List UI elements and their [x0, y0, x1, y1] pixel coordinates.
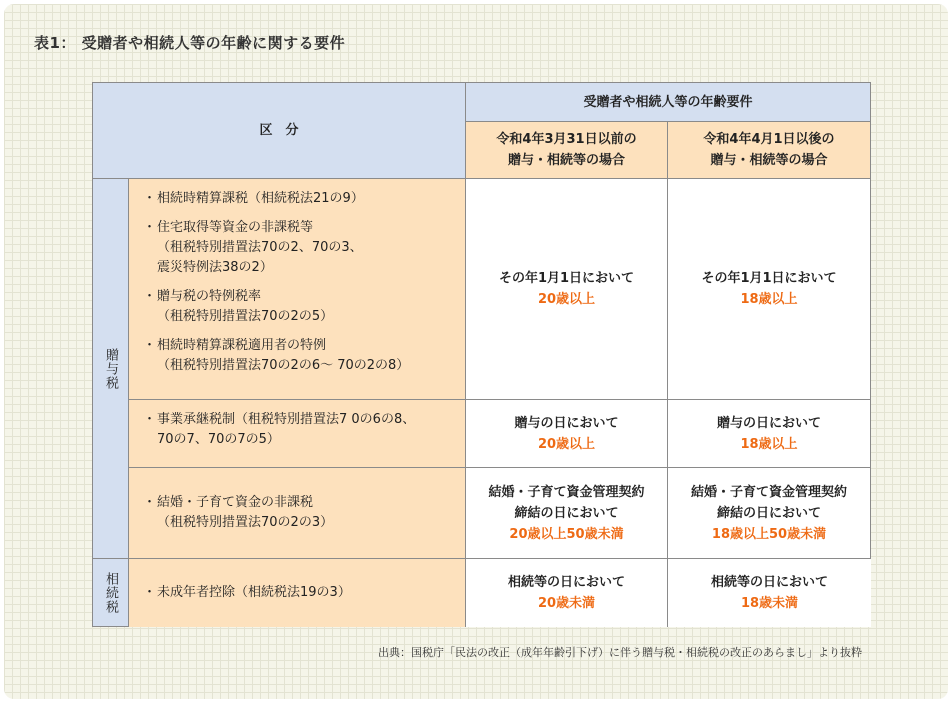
- age-requirement: 20歳以上50歳未満: [509, 526, 624, 542]
- header-kubun: [93, 83, 466, 179]
- list-item: [143, 493, 453, 533]
- source-note: 出典：国税庁「民法の改正（成年年齢引下げ）に伴う贈与税・相続税の改正のあらまし」より抜粋: [378, 646, 862, 659]
- header-after-line1: 令和4年4月1日以後の: [703, 132, 835, 147]
- row1-before: [466, 179, 668, 400]
- bullet: ・: [143, 220, 157, 235]
- header-after: [668, 122, 871, 179]
- item-text: 未成年者控除（相続税法19の3）: [157, 585, 351, 600]
- header-requirement: [466, 83, 871, 122]
- condition-text: 贈与の日において: [514, 415, 619, 431]
- item-text: 70の7、70の7の5）: [157, 432, 280, 447]
- item-text: （租税特別措置法70の2の5）: [157, 309, 334, 324]
- item-text: 住宅取得等資金の非課税等: [157, 220, 314, 235]
- item-text: （租税特別措置法70の2の3）: [157, 515, 334, 530]
- row2-after: [668, 400, 871, 468]
- condition-text: その年1月1日において: [701, 271, 837, 286]
- header-requirement-label: 受贈者や相続人等の年齢要件: [583, 94, 753, 110]
- age-requirement: 18歳以上50歳未満: [711, 526, 827, 542]
- bullet: ・: [143, 338, 157, 353]
- list-item: [143, 218, 453, 278]
- item-text: 相続時精算課税（相続税法21の9）: [157, 191, 364, 206]
- condition-text: その年1月1日において: [498, 271, 635, 286]
- item-text: 事業承継税制（租税特別措置法7 0の6の8、: [157, 412, 416, 427]
- row4-after: [668, 559, 871, 627]
- header-before-line2: 贈与・相続等の場合: [507, 153, 625, 168]
- age-requirement: 18歳以上: [740, 436, 798, 452]
- group-sozoku-zei: [93, 559, 129, 627]
- item-text: 相続時精算課税適用者の特例: [157, 338, 327, 353]
- condition-text: 締結の日において: [514, 505, 619, 521]
- row3-before: [466, 468, 668, 559]
- group-zoyo-label: 贈与税: [103, 347, 118, 390]
- bullet: ・: [143, 289, 157, 304]
- condition-text: 相続等の日において: [507, 575, 625, 590]
- row1-after: [668, 179, 871, 400]
- age-requirement: 18歳未満: [740, 596, 799, 611]
- header-kubun-label: 区 分: [259, 123, 299, 138]
- bullet: ・: [143, 412, 157, 427]
- condition-text: 締結の日において: [716, 505, 821, 521]
- row3-after: [668, 468, 871, 559]
- bullet: ・: [143, 495, 157, 510]
- row2-before: [466, 400, 668, 468]
- list-item: [143, 189, 453, 209]
- header-after-line2: 贈与・相続等の場合: [710, 153, 828, 168]
- condition-text: 結婚・子育て資金管理契約: [690, 484, 847, 500]
- row1-category: [129, 179, 466, 400]
- list-item: [143, 410, 453, 450]
- header-before: [466, 122, 668, 179]
- age-requirement: 18歳以上: [740, 292, 798, 307]
- row3-category: [129, 468, 466, 559]
- condition-text: 相続等の日において: [710, 575, 828, 590]
- list-item: [143, 583, 453, 603]
- group-zoyo-zei: [93, 179, 129, 559]
- age-requirement: 20歳以上: [537, 436, 596, 452]
- item-text: （租税特別措置法70の2、70の3、: [157, 240, 363, 255]
- row2-category: [129, 400, 466, 468]
- requirements-table: [92, 82, 871, 627]
- header-before-line1: 令和4年3月31日以前の: [496, 132, 637, 147]
- item-text: 贈与税の特例税率: [157, 289, 262, 304]
- page-title: 表1： 受贈者や相続人等の年齢に関する要件: [34, 34, 346, 52]
- row4-category: [129, 559, 466, 627]
- list-item: [143, 336, 453, 376]
- age-requirement: 20歳未満: [537, 596, 596, 611]
- bullet: ・: [143, 191, 157, 206]
- page-background: [4, 4, 948, 699]
- row4-before: [466, 559, 668, 627]
- condition-text: 結婚・子育て資金管理契約: [488, 484, 645, 500]
- item-text: 震災特例法38の2）: [157, 260, 273, 275]
- group-sozoku-label: 相続税: [103, 571, 118, 614]
- bullet: ・: [143, 585, 157, 600]
- list-item: [143, 287, 453, 327]
- item-text: （租税特別措置法70の2の6～ 70の2の8）: [157, 358, 410, 373]
- condition-text: 贈与の日において: [716, 415, 821, 431]
- age-requirement: 20歳以上: [537, 292, 596, 307]
- item-text: 結婚・子育て資金の非課税: [157, 495, 314, 510]
